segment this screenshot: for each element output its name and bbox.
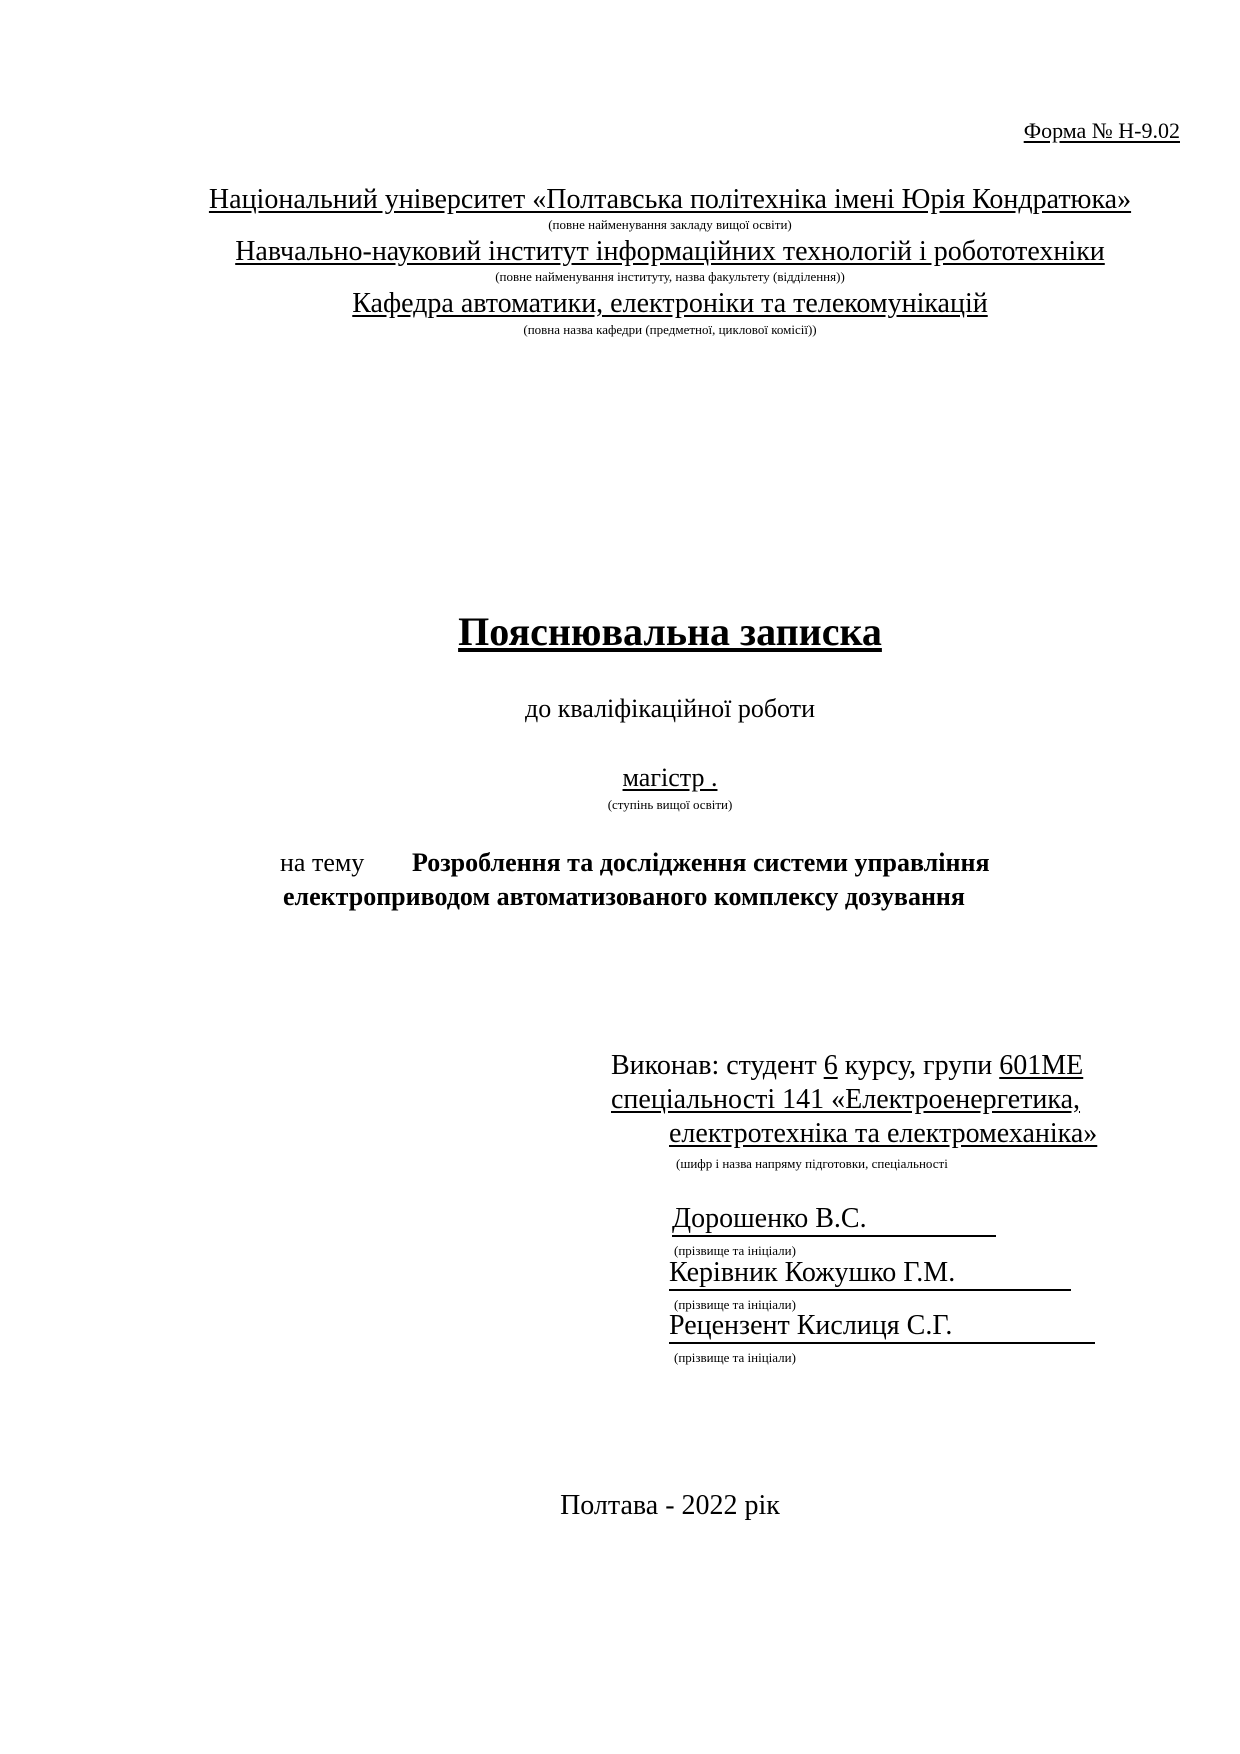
topic-line-2: електроприводом автоматизованого комплексу дозування [283, 882, 965, 911]
university-name: Національний університет «Полтавська політехніка імені Юрія Кондратюка» [208, 184, 1132, 215]
specialty-line-1: спеціальності 141 «Електроенергетика, [611, 1084, 1081, 1115]
department-caption: (повна назва кафедри (предметної, циклової комісії)) [523, 322, 817, 337]
course-suffix: курсу, групи [837, 1050, 1000, 1081]
reviewer-caption: (прізвище та ініціали) [674, 1350, 796, 1365]
course: 6 [823, 1050, 838, 1081]
institute-caption: (повне найменування інституту, назва факультету (відділення)) [495, 269, 845, 284]
university-caption: (повне найменування закладу вищої освіти) [548, 217, 792, 232]
specialty-line-2: електротехніка та електромеханіка» [669, 1118, 1098, 1149]
document-title: Пояснювальна записка [458, 609, 882, 654]
form-number: Форма № Н-9.02 [1023, 118, 1180, 143]
supervisor-name: Керівник Кожушко Г.М. [669, 1259, 1071, 1291]
topic-line-1: Розроблення та дослідження системи управління [412, 848, 990, 877]
footer-city-year: Полтава - 2022 рік [560, 1490, 780, 1521]
document-subtitle: до кваліфікаційної роботи [525, 694, 815, 723]
author-line [611, 1052, 1083, 1080]
supervisor-caption: (прізвище та ініціали) [674, 1297, 796, 1312]
degree-caption: (ступінь вищої освіти) [607, 797, 733, 812]
done-by-label: Виконав: студент [611, 1050, 824, 1081]
student-caption: (прізвище та ініціали) [674, 1243, 796, 1258]
institute-name: Навчально-науковий інститут інформаційних технологій і робототехніки [235, 236, 1105, 267]
student-name: Дорошенко В.С. [672, 1205, 996, 1237]
group: 601МЕ [999, 1050, 1084, 1081]
reviewer-name: Рецензент Кислиця С.Г. [669, 1312, 1095, 1344]
specialty-caption: (шифр і назва напряму підготовки, спеціальності [676, 1156, 948, 1171]
department-name: Кафедра автоматики, електроніки та телекомунікацій [352, 288, 988, 319]
degree: магістр . [622, 763, 718, 792]
topic-label: на тему [280, 848, 365, 877]
